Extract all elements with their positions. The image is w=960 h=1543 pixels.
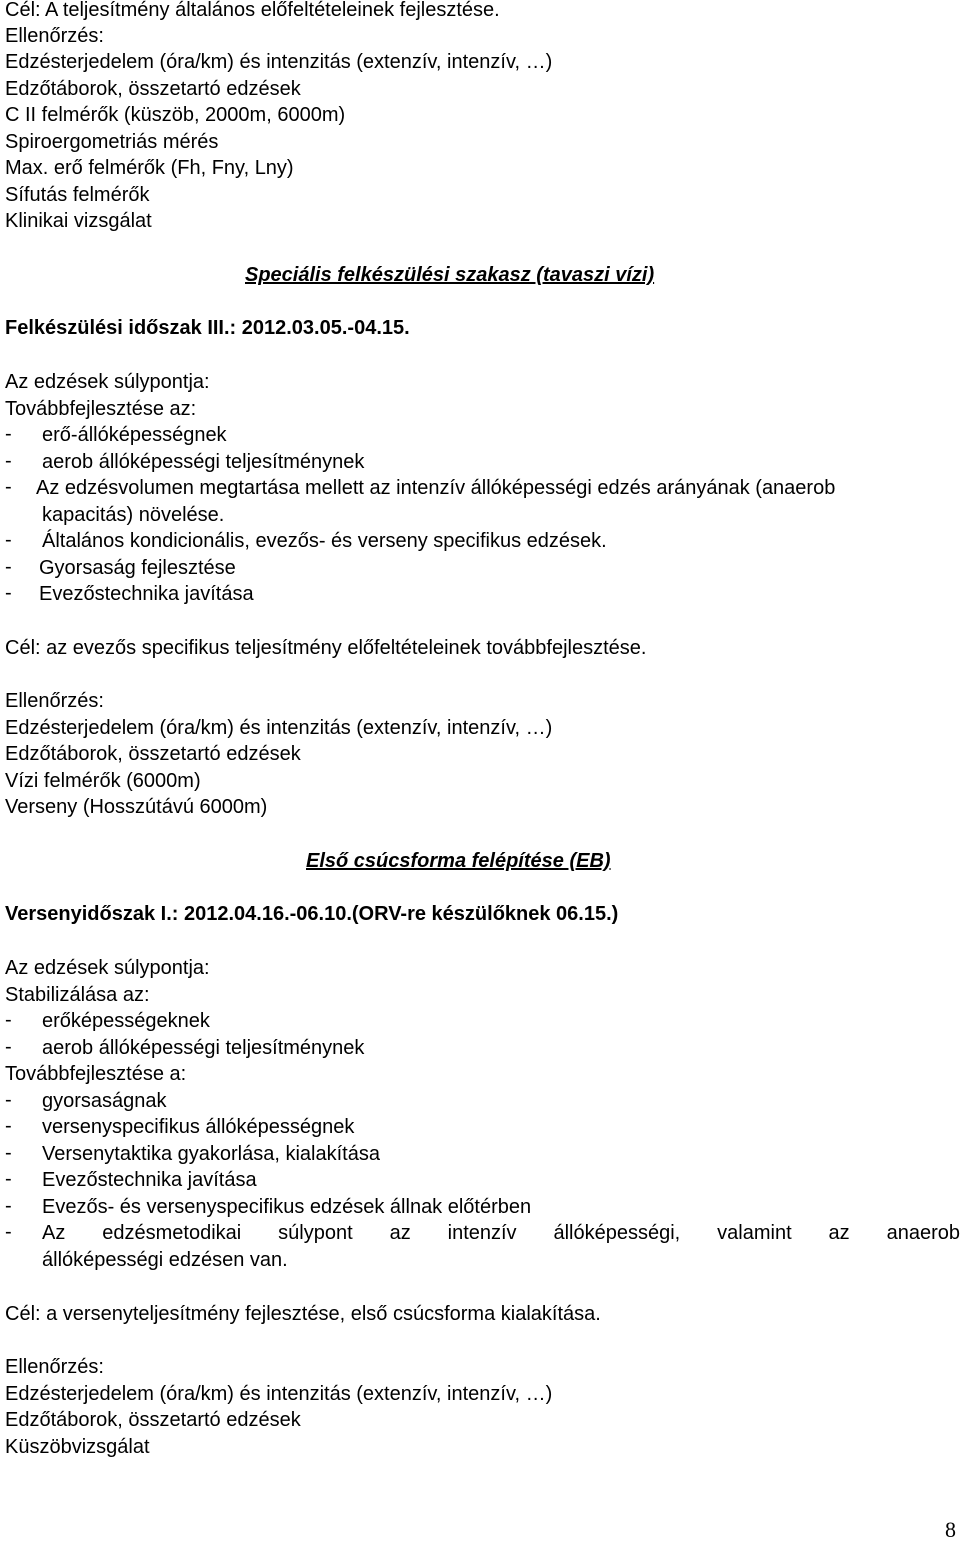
develop-label: Továbbfejlesztése az: [5, 398, 197, 420]
list-item: Evezőstechnika javítása [39, 583, 254, 605]
list-dash: - [5, 450, 12, 472]
list-dash: - [5, 582, 12, 604]
period-title: Felkészülési időszak III.: 2012.03.05.-04.15. [5, 317, 410, 339]
check-label: Ellenőrzés: [5, 690, 104, 712]
list-item: Az edzésmetodikai súlypont az intenzív állóképességi, valamint az anaerob [42, 1222, 960, 1244]
list-dash: - [5, 423, 12, 445]
list-dash: - [5, 1009, 12, 1031]
check-item: Edzésterjedelem (óra/km) és intenzitás (extenzív, intenzív, …) [5, 51, 553, 73]
list-dash: - [5, 1142, 12, 1164]
list-item: erőképességeknek [42, 1010, 210, 1032]
list-item-continued: kapacitás) növelése. [42, 504, 225, 526]
list-dash: - [5, 1221, 12, 1243]
list-dash: - [5, 1115, 12, 1137]
check-label: Ellenőrzés: [5, 25, 104, 47]
goal-text: Cél: a versenyteljesítmény fejlesztése, első csúcsforma kialakítása. [5, 1303, 601, 1325]
list-item: versenyspecifikus állóképességnek [42, 1116, 355, 1138]
list-dash: - [5, 476, 12, 498]
check-item: Vízi felmérők (6000m) [5, 770, 201, 792]
list-item: Gyorsaság fejlesztése [39, 557, 236, 579]
goal-text: Cél: A teljesítmény általános előfeltételeinek fejlesztése. [5, 0, 500, 21]
list-dash: - [5, 556, 12, 578]
check-item: Spiroergometriás mérés [5, 131, 219, 153]
goal-text: Cél: az evezős specifikus teljesítmény előfeltételeinek továbbfejlesztése. [5, 637, 647, 659]
check-item: Edzőtáborok, összetartó edzések [5, 743, 301, 765]
check-label: Ellenőrzés: [5, 1356, 104, 1378]
check-item: Edzésterjedelem (óra/km) és intenzitás (extenzív, intenzív, …) [5, 1383, 553, 1405]
check-item: Verseny (Hosszútávú 6000m) [5, 796, 268, 818]
stabilize-label: Stabilizálása az: [5, 984, 150, 1006]
section-heading: Speciális felkészülési szakasz (tavaszi vízi) [245, 264, 655, 286]
check-item: Edzőtáborok, összetartó edzések [5, 78, 301, 100]
check-item: Küszöbvizsgálat [5, 1436, 150, 1458]
list-item: Az edzésvolumen megtartása mellett az intenzív állóképességi edzés arányának (anaerob [36, 477, 836, 499]
check-item: Edzésterjedelem (óra/km) és intenzitás (extenzív, intenzív, …) [5, 717, 553, 739]
list-item: erő-állóképességnek [42, 424, 227, 446]
list-dash: - [5, 1168, 12, 1190]
section-heading: Első csúcsforma felépítése (EB) [306, 850, 611, 872]
period-title: Versenyidőszak I.: 2012.04.16.-06.10.(ORV-re készülőknek 06.15.) [5, 903, 619, 925]
list-dash: - [5, 1089, 12, 1111]
list-dash: - [5, 529, 12, 551]
list-item: Versenytaktika gyakorlása, kialakítása [42, 1143, 380, 1165]
check-item: C II felmérők (küszöb, 2000m, 6000m) [5, 104, 346, 126]
check-item: Sífutás felmérők [5, 184, 150, 206]
develop-label: Továbbfejlesztése a: [5, 1063, 187, 1085]
list-item: Evezőstechnika javítása [42, 1169, 257, 1191]
list-dash: - [5, 1195, 12, 1217]
list-item: aerob állóképességi teljesítménynek [42, 1037, 365, 1059]
list-dash: - [5, 1036, 12, 1058]
list-item: aerob állóképességi teljesítménynek [42, 451, 365, 473]
check-item: Edzőtáborok, összetartó edzések [5, 1409, 301, 1431]
page-number: 8 [945, 1517, 956, 1542]
check-item: Klinikai vizsgálat [5, 210, 152, 232]
focus-label: Az edzések súlypontja: [5, 957, 210, 979]
check-item: Max. erő felmérők (Fh, Fny, Lny) [5, 157, 294, 179]
list-item-continued: állóképességi edzésen van. [42, 1249, 288, 1271]
list-item: gyorsaságnak [42, 1090, 167, 1112]
list-item: Általános kondicionális, evezős- és verseny specifikus edzések. [42, 530, 607, 552]
list-item: Evezős- és versenyspecifikus edzések állnak előtérben [42, 1196, 532, 1218]
focus-label: Az edzések súlypontja: [5, 371, 210, 393]
